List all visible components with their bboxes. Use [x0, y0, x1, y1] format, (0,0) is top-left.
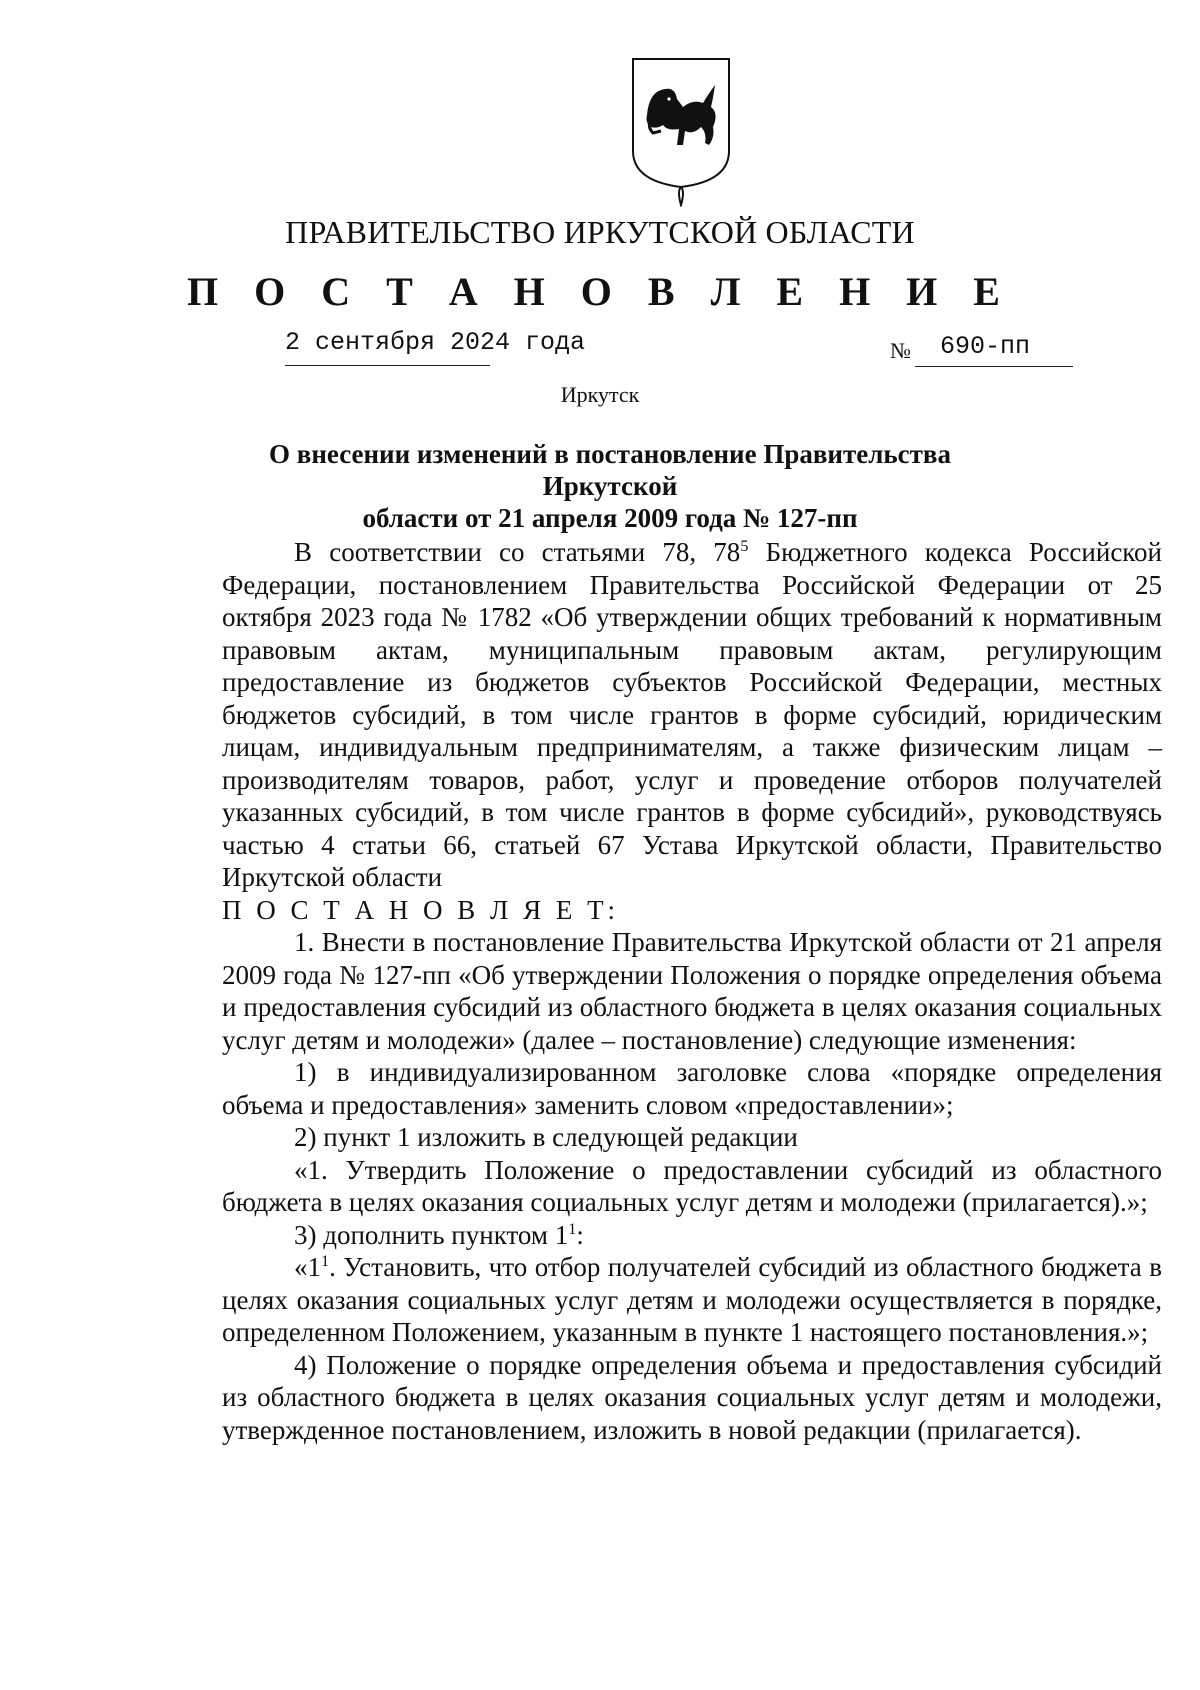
preamble-text-end: Бюджетного кодекса Российской Федерации, постановлением Правительства Российской Федерации от 25 октября 2023 года № 1782 «Об утверждении общих требований к нормативным правовым актам, муниципальным правовым актам, регулирующим предоставление из бюджетов субъектов Российской Федерации, местных бюджетов субсидий, в том числе грантов в форме субсидий, юридическим лицам, индивидуальным предпринимателям, а также физическим лицам – производителям товаров, работ, услуг и проведение отборов получателей указанных субсидий, в том числе грантов в форме субсидий», руководствуясь частью 4 статьи 66, статьей 67 Устава Иркутской области, Правительство Иркутской области [222, 537, 1162, 892]
subitem-3-text: 3) дополнить пунктом 1 [294, 1219, 569, 1250]
preamble-superscript: 5 [740, 537, 749, 555]
quote-3-start: «1 [294, 1252, 321, 1282]
preamble-text-start: В соответствии со статьями 78, 78 [294, 537, 741, 567]
number-underline [915, 366, 1073, 367]
document-body [222, 536, 1162, 1446]
quote-3-text: . Установить, что отбор получателей субсидий из областного бюджета в целях оказания социальных услуг детям и молодежи осуществляется в порядке, определенном Положением, указанным в пункте 1 настоящего постановления.»; [222, 1252, 1162, 1347]
document-number: 690-пп [940, 332, 1031, 361]
title-line-1: О внесении изменений в постановление Правительства Иркутской [269, 439, 951, 501]
subitem-1-paragraph: 1) в индивидуализированном заголовке слова «порядке определения объема и предоставления» заменить словом «предоставлении»; [222, 1057, 1162, 1120]
government-name: ПРАВИТЕЛЬСТВО ИРКУТСКОЙ ОБЛАСТИ [285, 214, 915, 250]
decree-word: П О С Т А Н О В Л Я Е Т: [222, 894, 620, 925]
item-1-paragraph: 1. Внести в постановление Правительства Иркутской области от 21 апреля 2009 года № 127-пп «Об утверждении Положения о порядке определения объема и предоставления субсидий из областного бюджета в целях оказания социальных услуг детям и молодежи» (далее – постановление) следующие изменения: [222, 927, 1162, 1055]
date-underline [285, 365, 490, 366]
number-sign: № [890, 338, 911, 363]
quote-3-superscript: 1 [321, 1252, 330, 1270]
subitem-3-superscript: 1 [568, 1219, 577, 1238]
title-line-2: области от 21 апреля 2009 года № 127-пп [362, 503, 858, 533]
quote-2-paragraph: «1. Утвердить Положение о предоставлении субсидий из областного бюджета в целях оказания социальных услуг детям и молодежи (прилагается).»; [222, 1154, 1162, 1217]
subitem-2-paragraph: 2) пункт 1 изложить в следующей редакции [294, 1122, 798, 1152]
quote-3-paragraph [222, 1251, 1162, 1349]
city: Иркутск [560, 382, 640, 407]
document-type: П О С Т А Н О В Л Е Н И Е [187, 269, 1013, 314]
subitem-3-paragraph [222, 1219, 1162, 1252]
subitem-3-colon: : [576, 1219, 584, 1250]
coat-of-arms-icon [627, 55, 735, 207]
preamble-paragraph [222, 536, 1162, 894]
document-title [230, 438, 990, 534]
document-date: 2 сентября 2024 года [285, 328, 586, 357]
subitem-4-paragraph: 4) Положение о порядке определения объема и предоставления субсидий из областного бюджета в целях оказания социальных услуг детям и молодежи, утвержденное постановлением, изложить в новой редакции (прилагается). [222, 1349, 1162, 1445]
